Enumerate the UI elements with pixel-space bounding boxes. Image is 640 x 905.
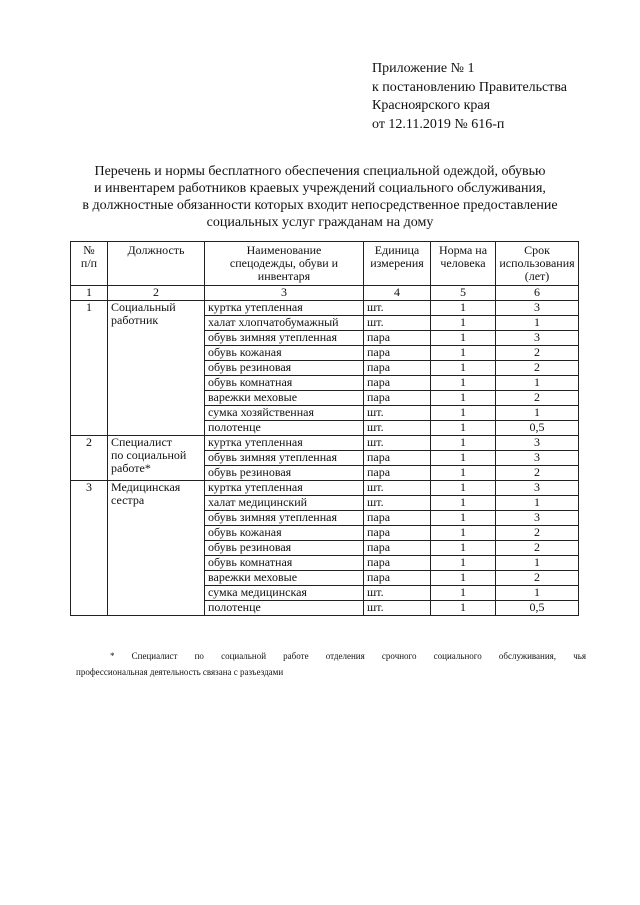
item-name: обувь комнатная	[205, 376, 364, 391]
item-term: 3	[496, 511, 579, 526]
item-norm: 1	[431, 556, 496, 571]
item-term: 1	[496, 556, 579, 571]
header-text: Наименование	[246, 243, 322, 257]
column-number: 6	[496, 286, 579, 301]
column-number: 4	[364, 286, 431, 301]
item-name: халат хлопчатобумажный	[205, 316, 364, 331]
item-name: обувь зимняя утепленная	[205, 331, 364, 346]
item-name: обувь резиновая	[205, 466, 364, 481]
position-text: по социальной	[111, 448, 187, 462]
position-text: сестра	[111, 493, 145, 507]
footnote-line: * Специалист по социальной работе отделения срочного социального обслуживания, чья	[110, 651, 586, 661]
item-norm: 1	[431, 376, 496, 391]
item-norm: 1	[431, 586, 496, 601]
item-unit: пара	[364, 451, 431, 466]
item-name: обувь зимняя утепленная	[205, 451, 364, 466]
item-unit: пара	[364, 541, 431, 556]
item-unit: шт.	[364, 436, 431, 451]
item-name: полотенце	[205, 601, 364, 616]
item-name: обувь резиновая	[205, 541, 364, 556]
appendix-resolution: к постановлению Правительства	[372, 79, 568, 95]
header-text: инвентаря	[257, 269, 311, 283]
header-text: человека	[440, 256, 486, 270]
item-unit: пара	[364, 511, 431, 526]
item-name: обувь зимняя утепленная	[205, 511, 364, 526]
position-cell	[108, 301, 205, 436]
column-number: 1	[71, 286, 108, 301]
item-unit: шт.	[364, 496, 431, 511]
table-body	[71, 301, 579, 616]
item-unit: пара	[364, 331, 431, 346]
item-term: 3	[496, 436, 579, 451]
norms-table	[70, 241, 579, 616]
item-term: 3	[496, 301, 579, 316]
header-item	[205, 242, 364, 286]
item-term: 1	[496, 586, 579, 601]
item-term: 2	[496, 571, 579, 586]
item-unit: пара	[364, 526, 431, 541]
table-row	[71, 481, 579, 496]
title-line: Перечень и нормы бесплатного обеспечения специальной одеждой, обувью	[94, 164, 546, 179]
item-term: 2	[496, 541, 579, 556]
header-text: Единица	[374, 243, 420, 257]
item-unit: шт.	[364, 316, 431, 331]
item-name: полотенце	[205, 421, 364, 436]
item-norm: 1	[431, 451, 496, 466]
column-number: 2	[108, 286, 205, 301]
item-norm: 1	[431, 496, 496, 511]
item-norm: 1	[431, 391, 496, 406]
item-name: куртка утепленная	[205, 481, 364, 496]
position-cell	[108, 436, 205, 481]
item-name: обувь кожаная	[205, 346, 364, 361]
item-name: сумка хозяйственная	[205, 406, 364, 421]
item-unit: пара	[364, 346, 431, 361]
item-unit: шт.	[364, 421, 431, 436]
item-term: 1	[496, 496, 579, 511]
item-name: обувь комнатная	[205, 556, 364, 571]
header-text: п/п	[80, 256, 98, 270]
column-number: 3	[205, 286, 364, 301]
item-unit: шт.	[364, 301, 431, 316]
item-norm: 1	[431, 466, 496, 481]
item-term: 3	[496, 451, 579, 466]
appendix-region: Красноярского края	[372, 98, 491, 113]
header-text: Должность	[127, 243, 185, 257]
item-norm: 1	[431, 541, 496, 556]
header-text: №	[83, 243, 95, 257]
item-term: 1	[496, 406, 579, 421]
appendix-number: Приложение № 1	[372, 61, 475, 76]
appendix-reference	[372, 60, 567, 134]
item-term: 2	[496, 466, 579, 481]
item-unit: шт.	[364, 481, 431, 496]
item-norm: 1	[431, 571, 496, 586]
item-unit: шт.	[364, 601, 431, 616]
header-norm	[431, 242, 496, 286]
item-norm: 1	[431, 301, 496, 316]
item-name: куртка утепленная	[205, 301, 364, 316]
header-unit	[364, 242, 431, 286]
item-term: 3	[496, 481, 579, 496]
position-text: Медицинская	[111, 480, 181, 494]
header-num	[71, 242, 108, 286]
item-norm: 1	[431, 361, 496, 376]
table-row	[71, 436, 579, 451]
table-header	[71, 242, 579, 301]
header-text: (лет)	[524, 269, 550, 283]
item-term: 2	[496, 346, 579, 361]
item-norm: 1	[431, 436, 496, 451]
item-norm: 1	[431, 331, 496, 346]
item-norm: 1	[431, 316, 496, 331]
item-unit: шт.	[364, 586, 431, 601]
header-text: Срок	[524, 243, 550, 257]
item-name: халат медицинский	[205, 496, 364, 511]
appendix-date: от 12.11.2019 № 616-п	[372, 116, 505, 132]
title-line: социальных услуг гражданам на дому	[206, 215, 434, 230]
item-name: куртка утепленная	[205, 436, 364, 451]
item-norm: 1	[431, 346, 496, 361]
position-cell	[108, 481, 205, 616]
item-norm: 1	[431, 526, 496, 541]
position-text: работник	[111, 313, 159, 327]
item-term: 3	[496, 331, 579, 346]
table-row	[71, 301, 579, 316]
item-norm: 1	[431, 481, 496, 496]
position-text: Специалист	[111, 435, 173, 449]
item-norm: 1	[431, 421, 496, 436]
item-unit: пара	[364, 391, 431, 406]
header-row	[71, 242, 579, 286]
item-term: 0,5	[496, 421, 579, 436]
footnote-line: профессиональная деятельность связана с разъездами	[76, 667, 284, 677]
footnote	[76, 648, 586, 680]
item-term: 2	[496, 526, 579, 541]
header-text: использования	[499, 256, 575, 270]
item-term: 0,5	[496, 601, 579, 616]
item-unit: пара	[364, 571, 431, 586]
header-position	[108, 242, 205, 286]
item-norm: 1	[431, 406, 496, 421]
item-unit: пара	[364, 361, 431, 376]
item-term: 1	[496, 376, 579, 391]
header-term	[496, 242, 579, 286]
title-line: и инвентарем работников краевых учреждений социального обслуживания,	[94, 181, 546, 196]
position-text: работе*	[111, 461, 151, 475]
item-unit: пара	[364, 466, 431, 481]
item-name: варежки меховые	[205, 571, 364, 586]
item-unit: пара	[364, 556, 431, 571]
item-term: 1	[496, 316, 579, 331]
item-unit: пара	[364, 376, 431, 391]
header-text: Норма на	[438, 243, 488, 257]
item-name: варежки меховые	[205, 391, 364, 406]
item-name: сумка медицинская	[205, 586, 364, 601]
title-line: в должностные обязанности которых входит непосредственное предоставление	[82, 198, 558, 213]
row-number: 2	[71, 436, 108, 481]
header-text: измерения	[370, 256, 424, 270]
header-text: спецодежды, обуви и	[229, 256, 339, 270]
item-unit: шт.	[364, 406, 431, 421]
document-title	[40, 163, 600, 231]
item-term: 2	[496, 391, 579, 406]
column-number: 5	[431, 286, 496, 301]
item-name: обувь кожаная	[205, 526, 364, 541]
item-term: 2	[496, 361, 579, 376]
item-norm: 1	[431, 601, 496, 616]
column-numbers-row	[71, 286, 579, 301]
row-number: 3	[71, 481, 108, 616]
item-name: обувь резиновая	[205, 361, 364, 376]
item-norm: 1	[431, 511, 496, 526]
position-text: Социальный	[111, 300, 176, 314]
row-number: 1	[71, 301, 108, 436]
